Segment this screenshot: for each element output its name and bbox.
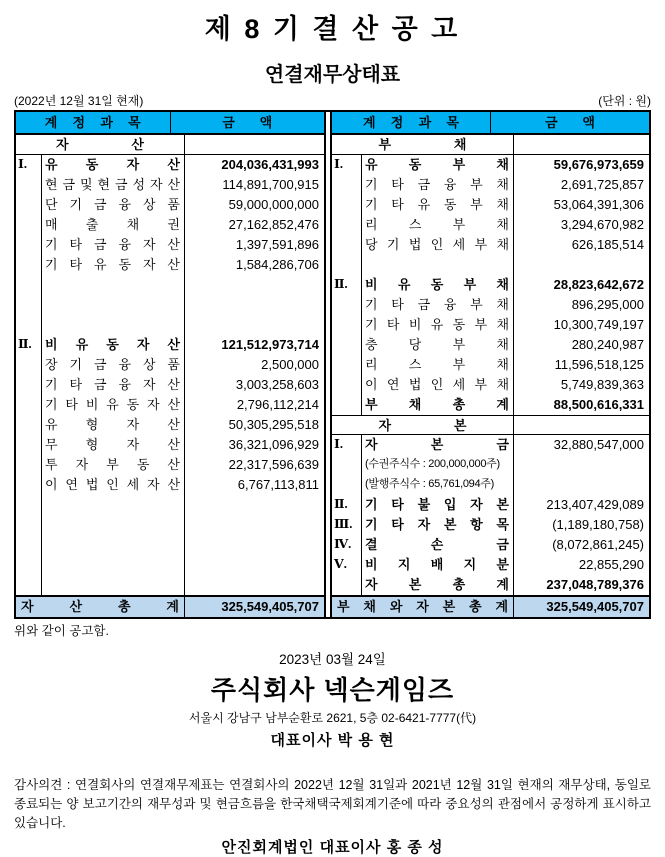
row-numeral-cell: [16, 215, 42, 235]
account-name-cell: 리 스 부 채: [365, 357, 509, 372]
account-row: [16, 395, 324, 415]
amount-cell: 22,855,290: [513, 555, 649, 575]
account-name-cell: 비 유 동 자 산: [45, 337, 180, 352]
balance-sheet-table: [14, 110, 651, 619]
section-label: 자 본: [378, 417, 467, 433]
account-name-cell: 리 스 부 채: [365, 217, 509, 232]
blank-row: [16, 535, 324, 555]
amount-cell: [513, 475, 649, 495]
audit-opinion: 감사의견 : 연결회사의 연결재무제표는 연결회사의 2022년 12월 31일과 2021년 12월 31일 현재의 재무상태, 동일로 종료되는 양 보고기간의 재무성과 및 현금흐름을 한국채택국제회계기준에 따라 중요성의 관점에서 공정하게 표시하고 있습니다.: [14, 778, 651, 830]
account-name-cell: 비 지 배 지 분: [365, 557, 509, 572]
account-name-cell: 이 연 법 인 세 자 산: [45, 477, 180, 492]
amount-cell: [184, 315, 324, 335]
account-row: [16, 155, 324, 175]
account-name-cell: 자 본 총 계: [365, 577, 509, 592]
amount-cell: 28,823,642,672: [513, 275, 649, 295]
account-name-cell: [42, 315, 184, 335]
row-numeral-cell: [332, 315, 362, 335]
account-name-cell: 부 채 총 계: [365, 397, 509, 412]
account-row: [332, 375, 649, 395]
account-name-cell: [42, 555, 184, 575]
amount-cell: 27,162,852,476: [184, 215, 324, 235]
row-numeral-cell: [16, 175, 42, 195]
row-numeral-cell: [16, 295, 42, 315]
account-row: [332, 195, 649, 215]
account-row: [332, 435, 649, 455]
amount-cell: 59,676,973,659: [513, 155, 649, 175]
amount-cell: 36,321,096,929: [184, 435, 324, 455]
account-row: [16, 175, 324, 195]
account-header-cell: [16, 112, 170, 133]
amount-cell: 2,796,112,214: [184, 395, 324, 415]
row-numeral-cell: [16, 375, 42, 395]
account-row: [16, 335, 324, 355]
account-name-cell: 자 본 금: [365, 437, 509, 452]
account-name-cell: 투 자 부 동 산: [45, 457, 180, 472]
row-numeral-cell: Ⅱ.: [332, 495, 362, 515]
account-name-cell: 기 타 비 유 동 자 산: [45, 397, 180, 412]
ceo-signature-line: 대표이사 박 용 현: [270, 732, 395, 749]
meta-row: [14, 94, 651, 109]
row-numeral-cell: [332, 295, 362, 315]
row-numeral-cell: [16, 195, 42, 215]
amount-cell: 50,305,295,518: [184, 415, 324, 435]
amount-cell: 114,891,700,915: [184, 175, 324, 195]
section-row: [332, 135, 649, 155]
account-header-label: 계 정 과 목: [363, 115, 459, 130]
row-numeral-cell: [332, 235, 362, 255]
amount-cell: 2,500,000: [184, 355, 324, 375]
row-numeral-cell: [332, 475, 362, 495]
amount-cell: 121,512,973,714: [184, 335, 324, 355]
row-numeral-cell: [16, 235, 42, 255]
account-name-cell: [42, 275, 184, 295]
account-row: [332, 455, 649, 475]
account-name-cell: (발행주식수 : 65,761,094주): [365, 478, 495, 490]
account-row: [332, 215, 649, 235]
amount-cell: 1,584,286,706: [184, 255, 324, 275]
account-name-cell: 기 타 비 유 동 부 채: [365, 317, 509, 332]
row-numeral-cell: [332, 455, 362, 475]
row-numeral-cell: [332, 255, 362, 275]
row-numeral-cell: [16, 415, 42, 435]
amount-cell: 53,064,391,306: [513, 195, 649, 215]
account-row: [332, 315, 649, 335]
account-header-label: 계 정 과 목: [44, 115, 141, 130]
amount-cell: 59,000,000,000: [184, 195, 324, 215]
total-label-cell: 자 산 총 계: [21, 599, 179, 614]
account-header-cell: [332, 112, 490, 133]
account-name-cell: 매 출 채 권: [45, 217, 180, 232]
account-name-cell: [42, 515, 184, 535]
statement-title: 연결재무상태표: [264, 64, 401, 86]
amount-header-cell: [170, 112, 325, 133]
auditor-signature-line: 안진회계법인 대표이사 홍 종 성: [221, 839, 444, 856]
account-row: [16, 415, 324, 435]
account-name-cell: 기 타 금 융 부 채: [365, 297, 509, 312]
account-name-cell: 충 당 부 채: [365, 337, 509, 352]
amount-cell: 3,294,670,982: [513, 215, 649, 235]
account-name-cell: 기 타 유 동 부 채: [365, 197, 509, 212]
account-row: [332, 175, 649, 195]
table-header-row: [332, 112, 649, 135]
amount-cell: [184, 495, 324, 515]
as-of-date: (2022년 12월 31일 현재): [14, 94, 144, 108]
unit-label: (단위 : 원): [598, 94, 651, 108]
row-numeral-cell: [332, 335, 362, 355]
company-address: 서울시 강남구 남부순환로 2621, 5층 02-6421-7777(代): [188, 711, 477, 725]
account-name-cell: [42, 535, 184, 555]
account-row: [332, 515, 649, 535]
account-name-cell: 기 타 불 입 자 본: [365, 497, 509, 512]
section-label: 부 채: [378, 137, 467, 152]
announcement-date: 2023년 03월 24일: [279, 652, 386, 667]
amount-cell: 3,003,258,603: [184, 375, 324, 395]
amount-cell: [184, 275, 324, 295]
section-label: 자 산: [56, 137, 144, 152]
blank-row: [16, 275, 324, 295]
account-name-cell: [42, 575, 184, 595]
section-row: [332, 415, 649, 435]
account-row: [332, 395, 649, 415]
row-numeral-cell: [16, 515, 42, 535]
row-numeral-cell: Ⅰ.: [332, 435, 362, 455]
amount-cell: 10,300,749,197: [513, 315, 649, 335]
amount-cell: 280,240,987: [513, 335, 649, 355]
blank-row: [16, 315, 324, 335]
amount-cell: 88,500,616,331: [513, 395, 649, 415]
amount-cell: 5,749,839,363: [513, 375, 649, 395]
row-numeral-cell: [16, 315, 42, 335]
account-row: [332, 495, 649, 515]
account-name-cell: 기 타 자 본 항 목: [365, 517, 509, 532]
account-name-cell: [42, 495, 184, 515]
account-row: [332, 535, 649, 555]
account-row: [332, 575, 649, 595]
amount-cell: (8,072,861,245): [513, 535, 649, 555]
row-numeral-cell: [16, 575, 42, 595]
amount-header-cell: [490, 112, 649, 133]
account-row: [332, 275, 649, 295]
blank-row: [16, 555, 324, 575]
row-numeral-cell: [332, 375, 362, 395]
account-name-cell: [42, 295, 184, 315]
row-numeral-cell: [332, 355, 362, 375]
row-numeral-cell: [332, 215, 362, 235]
account-name-cell: 장 기 금 융 상 품: [45, 357, 180, 372]
amount-cell: 237,048,789,376: [513, 575, 649, 595]
row-numeral-cell: [332, 395, 362, 415]
amount-cell: [184, 295, 324, 315]
section-label-cell: [332, 135, 513, 154]
table-header-row: [16, 112, 324, 135]
amount-cell: 22,317,596,639: [184, 455, 324, 475]
row-numeral-cell: Ⅱ.: [332, 275, 362, 295]
account-row: [16, 475, 324, 495]
row-numeral-cell: [16, 455, 42, 475]
row-numeral-cell: [332, 195, 362, 215]
account-row: [332, 475, 649, 495]
account-name-cell: 이 연 법 인 세 부 채: [365, 377, 509, 392]
account-name-cell: 기 타 유 동 자 산: [45, 257, 180, 272]
account-name-cell: 기 타 금 융 부 채: [365, 177, 509, 192]
total-amount-cell: 325,549,405,707: [513, 597, 649, 617]
amount-cell: [513, 135, 649, 154]
blank-row: [16, 295, 324, 315]
account-row: [16, 375, 324, 395]
amount-cell: 896,295,000: [513, 295, 649, 315]
row-numeral-cell: [332, 175, 362, 195]
amount-cell: [184, 575, 324, 595]
row-numeral-cell: [16, 255, 42, 275]
table-divider: [324, 112, 332, 617]
amount-cell: (1,189,180,758): [513, 515, 649, 535]
account-name-cell: 현 금 및 현 금 성 자 산: [45, 177, 180, 192]
page-title: 제 8 기 결 산 공 고: [204, 14, 461, 44]
amount-cell: 32,880,547,000: [513, 435, 649, 455]
amount-cell: [513, 255, 649, 275]
account-row: [16, 255, 324, 275]
account-row: [332, 335, 649, 355]
account-name-cell: 유 형 자 산: [45, 417, 180, 432]
amount-cell: [184, 515, 324, 535]
account-row: [16, 235, 324, 255]
amount-cell: [184, 555, 324, 575]
account-name-cell: 무 형 자 산: [45, 437, 180, 452]
account-name-cell: (수권주식수 : 200,000,000주): [365, 458, 500, 470]
account-row: [16, 215, 324, 235]
liabilities-equity-table: [332, 112, 649, 617]
amount-cell: [184, 535, 324, 555]
account-name-cell: 유 동 자 산: [45, 157, 180, 172]
blank-row: [16, 575, 324, 595]
row-numeral-cell: Ⅱ.: [16, 335, 42, 355]
account-name-cell: 당 기 법 인 세 부 채: [365, 237, 509, 252]
row-numeral-cell: [16, 395, 42, 415]
account-row: [16, 355, 324, 375]
account-row: [332, 555, 649, 575]
blank-row: [16, 495, 324, 515]
amount-cell: 1,397,591,896: [184, 235, 324, 255]
row-numeral-cell: [16, 555, 42, 575]
blank-row: [16, 515, 324, 535]
account-row: [332, 295, 649, 315]
row-numeral-cell: [16, 535, 42, 555]
amount-cell: 11,596,518,125: [513, 355, 649, 375]
amount-header-label: 금 액: [222, 115, 273, 130]
section-label-cell: [332, 416, 513, 434]
account-row: [16, 195, 324, 215]
company-name: 주식회사 넥슨게임즈: [210, 675, 455, 705]
row-numeral-cell: [16, 495, 42, 515]
amount-cell: 6,767,113,811: [184, 475, 324, 495]
account-row: [332, 235, 649, 255]
section-label-cell: [16, 135, 184, 154]
account-name-cell: 단 기 금 융 상 품: [45, 197, 180, 212]
row-numeral-cell: [16, 475, 42, 495]
row-numeral-cell: Ⅳ.: [332, 535, 362, 555]
row-numeral-cell: Ⅲ.: [332, 515, 362, 535]
row-numeral-cell: [16, 435, 42, 455]
row-numeral-cell: Ⅰ.: [332, 155, 362, 175]
row-numeral-cell: [332, 575, 362, 595]
account-row: [332, 355, 649, 375]
section-row: [16, 135, 324, 155]
account-row: [16, 455, 324, 475]
row-numeral-cell: [16, 275, 42, 295]
account-name-cell: 결 손 금: [365, 537, 509, 552]
row-numeral-cell: Ⅰ.: [16, 155, 42, 175]
notice-line: 위와 같이 공고함.: [14, 624, 109, 638]
assets-table: [16, 112, 324, 617]
account-name-cell: [362, 255, 513, 275]
amount-cell: 204,036,431,993: [184, 155, 324, 175]
total-row: [332, 595, 649, 617]
account-name-cell: 유 동 부 채: [365, 157, 509, 172]
total-row: [16, 595, 324, 617]
row-numeral-cell: Ⅴ.: [332, 555, 362, 575]
account-name-cell: 비 유 동 부 채: [365, 277, 509, 292]
amount-cell: 213,407,429,089: [513, 495, 649, 515]
amount-cell: 626,185,514: [513, 235, 649, 255]
account-name-cell: 기 타 금 융 자 산: [45, 377, 180, 392]
amount-cell: [184, 135, 324, 154]
amount-cell: [513, 455, 649, 475]
account-row: [332, 155, 649, 175]
total-label-cell: 부 채 와 자 본 총 계: [337, 599, 508, 614]
account-name-cell: 기 타 금 융 자 산: [45, 237, 180, 252]
row-numeral-cell: [16, 355, 42, 375]
total-amount-cell: 325,549,405,707: [184, 597, 324, 617]
account-row: [16, 435, 324, 455]
amount-cell: [513, 416, 649, 434]
amount-header-label: 금 액: [545, 115, 595, 130]
blank-row: [332, 255, 649, 275]
amount-cell: 2,691,725,857: [513, 175, 649, 195]
